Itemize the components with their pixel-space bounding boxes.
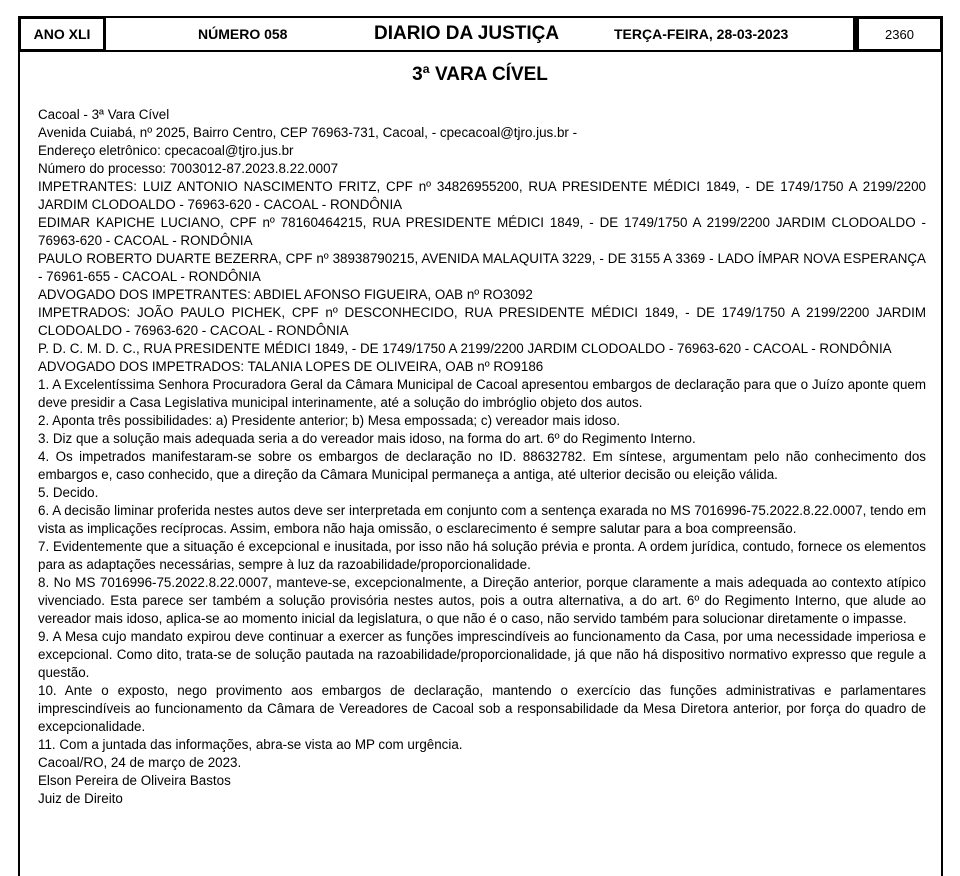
decision-paragraph: 1. A Excelentíssima Senhora Procuradora Geral da Câmara Municipal de Cacoal apresentou embargos de declaração para que o Juízo aponte quem deve presidir a Casa Legislativa municipal interinamente, até a solução do imbróglio objeto dos autos.: [38, 377, 926, 410]
page-number-box: [853, 16, 943, 52]
year-box: [18, 16, 106, 52]
party-paragraph: EDIMAR KAPICHE LUCIANO, CPF nº 78160464215, RUA PRESIDENTE MÉDICI 1849, - DE 1749/1750 A 2199/2200 JARDIM CLODOALDO - 76963-620 - CACOAL - RONDÔNIA: [38, 215, 926, 248]
issue-date: TERÇA-FEIRA, 28-03-2023: [614, 26, 789, 42]
party-paragraph: P. D. C. M. D. C., RUA PRESIDENTE MÉDICI 1849, - DE 1749/1750 A 2199/2200 JARDIM CLODOALDO - 76963-620 - CACOAL - RONDÔNIA: [38, 341, 892, 356]
court-address: Avenida Cuiabá, nº 2025, Bairro Centro, CEP 76963-731, Cacoal, - cpecacoal@tjro.jus.br -: [38, 125, 578, 140]
process-number: Número do processo: 7003012-87.2023.8.22.0007: [38, 161, 339, 176]
decision-paragraph: 10. Ante o exposto, nego provimento aos embargos de declaração, mantendo o exercício das funções administrativas e parlamentares imprescindíveis ao funcionamento da Câmara de Vereadores de Cacoal sob a responsabilidade da Mesa Diretora anterior, por força do quadro de excepcionalidade.: [38, 683, 926, 734]
party-paragraph: ADVOGADO DOS IMPETRADOS: TALANIA LOPES DE OLIVEIRA, OAB nº RO9186: [38, 359, 544, 374]
journal-title: DIARIO DA JUSTIÇA: [374, 23, 560, 44]
page-number: 2360: [885, 26, 914, 42]
year-label: ANO XLI: [33, 26, 91, 42]
party-paragraph: ADVOGADO DOS IMPETRANTES: ABDIEL AFONSO FIGUEIRA, OAB nº RO3092: [38, 287, 533, 302]
party-paragraph: IMPETRANTES: LUIZ ANTONIO NASCIMENTO FRITZ, CPF nº 34826955200, RUA PRESIDENTE MÉDICI 1849, - DE 1749/1750 A 2199/2200 JARDIM CLODOALDO - 76963-620 - CACOAL - RONDÔNIA: [38, 179, 926, 212]
signature-place-date: Cacoal/RO, 24 de março de 2023.: [38, 755, 242, 770]
decision-paragraph: 7. Evidentemente que a situação é excepcional e inusitada, por isso não há solução prévia e pronta. A ordem jurídica, contudo, fornece os elementos para as adaptações necessárias, sempre à luz da razoabilidade/proporcionalidade.: [38, 539, 926, 572]
decision-paragraph: 6. A decisão liminar proferida nestes autos deve ser interpretada em conjunto com a sentença exarada no MS 7016996-75.2022.8.22.0007, tendo em vista as implicações recíprocas. Assim, embora não haja omissão, o esclarecimento é sempre salutar para a boa compreensão.: [38, 503, 926, 536]
court-email: Endereço eletrônico: cpecacoal@tjro.jus.br: [38, 143, 294, 158]
judge-name: Elson Pereira de Oliveira Bastos: [38, 773, 231, 788]
decision-paragraph: 3. Diz que a solução mais adequada seria a do vereador mais idoso, na forma do art. 6º do Regimento Interno.: [38, 431, 696, 446]
court-name: Cacoal - 3ª Vara Cível: [38, 107, 170, 122]
decision-paragraph: 9. A Mesa cujo mandato expirou deve continuar a exercer as funções imprescindíveis ao funcionamento da Casa, por uma necessidade imperiosa e excepcional. Como dito, trata-se de solução pautada na razoabilidade/proporcionalidade, já que não há dispositivo normativo expresso que regule a questão.: [38, 629, 926, 680]
decision-paragraph: 8. No MS 7016996-75.2022.8.22.0007, manteve-se, excepcionalmente, a Direção anterior, porque claramente a mais adequada ao contexto atípico vivenciado. Esta parece ser também a solução provisória nestes autos, pois a outra alternativa, a do art. 6º do Regimento Interno, que alude ao vereador mais idoso, aplica-se ao momento inicial da legislatura, o que não é o caso, não servido também para solucionar diretamente o impasse.: [38, 575, 926, 626]
judge-title: Juiz de Direito: [38, 791, 123, 806]
section-title: 3ª VARA CÍVEL: [412, 64, 548, 85]
party-paragraph: IMPETRADOS: JOÃO PAULO PICHEK, CPF nº DESCONHECIDO, RUA PRESIDENTE MÉDICI 1849, - DE 1749/1750 A 2199/2200 JARDIM CLODOALDO - 76963-620 - CACOAL - RONDÔNIA: [38, 305, 926, 338]
decision-paragraph: 2. Aponta três possibilidades: a) Presidente anterior; b) Mesa empossada; c) vereador mais idoso.: [38, 413, 621, 428]
issue-number: NÚMERO 058: [198, 26, 288, 42]
decision-paragraph: 11. Com a juntada das informações, abra-se vista ao MP com urgência.: [38, 737, 463, 752]
decision-paragraph: 4. Os impetrados manifestaram-se sobre os embargos de declaração no ID. 88632782. Em síntese, argumentam pelo não conhecimento dos embargos e, caso conhecido, que a direção da Câmara Municipal permaneça a antiga, até ulterior decisão ou eleição válida.: [38, 449, 926, 482]
document-body: [38, 106, 926, 808]
party-paragraph: PAULO ROBERTO DUARTE BEZERRA, CPF nº 38938790215, AVENIDA MALAQUITA 3229, - DE 3155 A 3369 - LADO ÍMPAR NOVA ESPERANÇA - 76961-655 - CACOAL - RONDÔNIA: [38, 251, 926, 284]
decision-paragraph: 5. Decido.: [38, 485, 99, 500]
